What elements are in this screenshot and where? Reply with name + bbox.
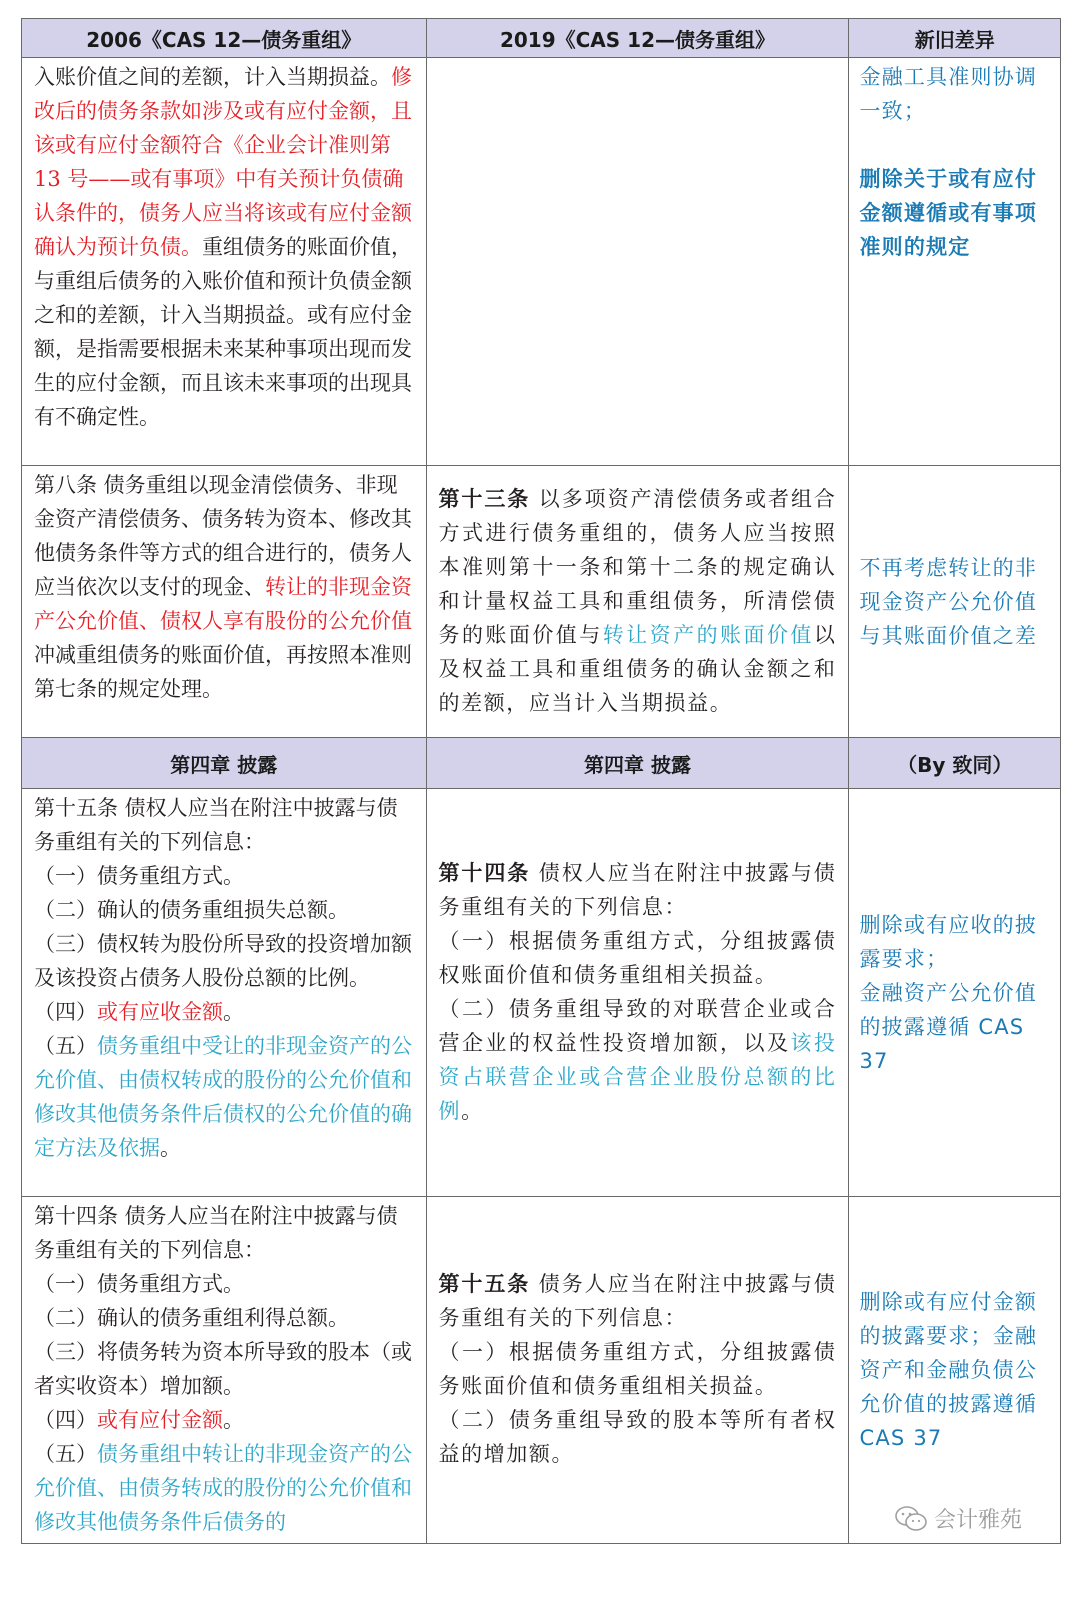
new-item: （二）债务重组导致的股本等所有者权益的增加额。 <box>438 1408 837 1466</box>
header-diff: 新旧差异 <box>849 19 1061 58</box>
chapter-row <box>22 738 1061 789</box>
new-item <box>439 992 837 1128</box>
old-cell <box>22 1197 427 1544</box>
old-text: 第十五条 债权人应当在附注中披露与债务重组有关的下列信息： <box>34 796 398 854</box>
article-label: 第十四条 <box>438 859 531 885</box>
old-text: 重组债务的账面价值，与重组后债务的入账价值和预计负债金额之和的差额，计入当期损益。或有应付金额，是指需要根据未来某种事项出现而发生的应付金额，而且该未来事项的出现具有不确定性。 <box>34 235 412 429</box>
new-text: 以多项资产清偿债务或者组合方式进行债务重组的，债务人应当按照本准则第十一条和第十二条的规定确认和计量权益工具和重组债务，所清偿债务的账面价值与 <box>438 486 837 647</box>
new-changed-text: 转让资产的账面价值 <box>602 622 814 647</box>
diff-text: 不再考虑转让的非现金资产公允价值与其账面价值之差 <box>859 555 1038 648</box>
watermark-text: 会计雅苑 <box>933 1508 1022 1533</box>
new-cell <box>426 789 849 1197</box>
wechat-icon <box>894 1505 928 1533</box>
old-removed-text: 或有应收金额 <box>97 1000 223 1024</box>
item-suffix: 。 <box>223 1000 244 1024</box>
new-text: 以及权益工具和重组债务的确认金额之和的差额，应当计入当期损益。 <box>438 622 837 715</box>
diff-text: 删除或有应付金额的披露要求；金融资产和金融负债公允价值的披露遵循 CAS 37 <box>859 1290 1038 1450</box>
item-suffix: 。 <box>160 1136 181 1160</box>
table-row <box>22 466 1061 738</box>
old-item: （二）确认的债务重组损失总额。 <box>34 898 349 922</box>
new-title <box>439 856 837 924</box>
old-text: 第十四条 债务人应当在附注中披露与债务重组有关的下列信息： <box>34 1204 398 1262</box>
comparison-document <box>21 18 1061 1544</box>
new-changed-text: 该投资占联营企业或合营企业股份总额的比例 <box>438 1030 837 1123</box>
new-cell <box>426 1197 849 1544</box>
new-title <box>439 1267 837 1335</box>
old-text: 入账价值之间的差额，计入当期损益。 <box>34 65 391 89</box>
item-prefix: （四） <box>34 1000 97 1024</box>
diff-cell <box>849 466 1061 738</box>
chapter-old: 第四章 披露 <box>22 738 427 789</box>
old-item <box>34 995 414 1029</box>
new-cell <box>426 466 849 738</box>
old-item: （一）债务重组方式。 <box>34 1272 244 1296</box>
article-label: 第十五条 <box>438 1271 531 1296</box>
old-cell <box>22 58 427 466</box>
new-item: （一）根据债务重组方式，分组披露债务账面价值和债务重组相关损益。 <box>438 1340 837 1398</box>
header-2006: 2006《CAS 12—债务重组》 <box>22 19 427 58</box>
old-cell <box>22 789 427 1197</box>
new-text: 债务人应当在附注中披露与债务重组有关的下列信息： <box>438 1272 837 1330</box>
diff-text: 删除或有应收的披露要求； <box>859 912 1038 971</box>
old-item: （三）将债务转为资本所导致的股本（或者实收资本）增加额。 <box>34 1340 412 1398</box>
old-changed-text: 债务重组中转让的非现金资产的公允价值、由债务转成的股份的公允价值和修改其他债务条件后债务的 <box>34 1442 412 1534</box>
item-suffix: 。 <box>223 1408 244 1432</box>
credit-label: （By 致同） <box>849 738 1061 789</box>
diff-cell <box>849 789 1061 1197</box>
old-removed-text: 转让的非现金资产公允价值、债权人享有股份的公允价值 <box>34 575 412 633</box>
item-suffix: 。 <box>461 1098 484 1123</box>
old-item <box>34 1437 414 1539</box>
diff-cell <box>849 58 1061 466</box>
old-item: （三）债权转为股份所导致的投资增加额及该投资占债务人股份总额的比例。 <box>34 932 412 990</box>
diff-cell <box>849 1197 1061 1544</box>
article-label: 第十三条 <box>438 485 531 511</box>
item-prefix: （五） <box>34 1034 97 1058</box>
old-item: （二）确认的债务重组利得总额。 <box>34 1306 349 1330</box>
old-item <box>34 1029 414 1165</box>
old-cell <box>22 466 427 738</box>
new-text: 债权人应当在附注中披露与债务重组有关的下列信息： <box>438 860 837 919</box>
new-cell-empty <box>426 58 849 466</box>
table-row <box>22 58 1061 466</box>
old-text: 冲减重组债务的账面价值，再按照本准则第七条的规定处理。 <box>34 643 412 701</box>
diff-text: 金融资产公允价值的披露遵循 CAS 37 <box>859 980 1038 1073</box>
table-row <box>22 789 1061 1197</box>
item-prefix: （四） <box>34 1408 97 1432</box>
diff-text: 金融工具准则协调一致； <box>859 65 1038 123</box>
old-changed-text: 债务重组中受让的非现金资产的公允价值、由债权转成的股份的公允价值和修改其他债务条件后债权的公允价值的确定方法及依据 <box>34 1034 412 1160</box>
old-removed-text: 或有应付金额 <box>97 1408 223 1432</box>
new-item: （一）根据债务重组方式，分组披露债权账面价值和债务重组相关损益。 <box>438 928 837 987</box>
old-text: 第八条 债务重组以现金清偿债务、非现金资产清偿债务、债务转为资本、修改其他债务条件等方式的组合进行的，债务人应当依次以支付的现金、 <box>34 473 412 599</box>
old-removed-text: 修改后的债务条款如涉及或有应付金额，且该或有应付金额符合《企业会计准则第 13 号——或有事项》中有关预计负债确认条件的，债务人应当将该或有应付金额确认为预计负债。 <box>34 65 412 259</box>
new-text: （二）债务重组导致的对联营企业或合营企业的权益性投资增加额，以及 <box>438 996 837 1055</box>
table-row <box>22 1197 1061 1544</box>
chapter-new: 第四章 披露 <box>426 738 849 789</box>
diff-text: 删除关于或有应付金额遵循或有事项准则的规定 <box>859 167 1038 259</box>
item-prefix: （五） <box>34 1442 97 1466</box>
watermark <box>894 1503 1022 1534</box>
old-item <box>34 1403 414 1437</box>
old-item: （一）债务重组方式。 <box>34 864 244 888</box>
comparison-table <box>21 18 1061 1544</box>
header-2019: 2019《CAS 12—债务重组》 <box>426 19 849 58</box>
header-row <box>22 19 1061 58</box>
